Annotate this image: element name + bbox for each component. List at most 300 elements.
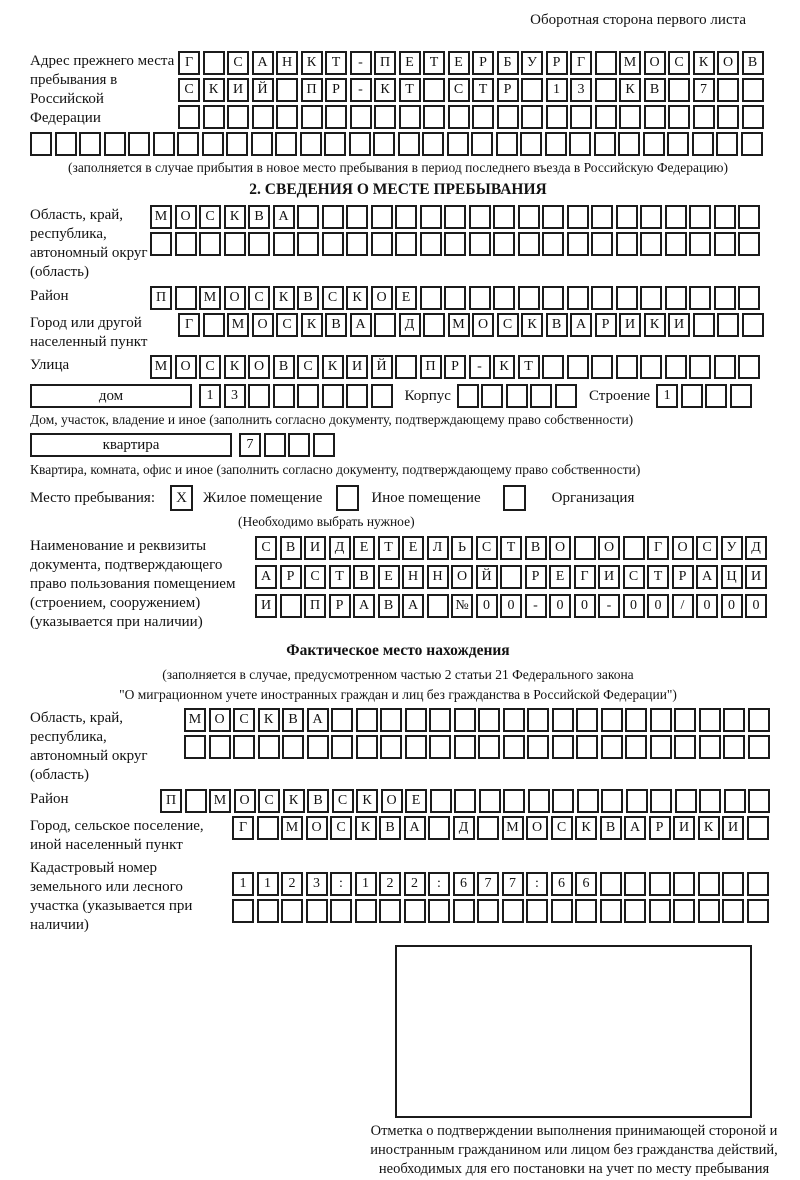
form-cell bbox=[420, 232, 442, 256]
form-cell: Р bbox=[497, 78, 519, 102]
option-other-premises-label: Иное помещение bbox=[371, 489, 481, 506]
form-cell bbox=[264, 433, 286, 457]
form-cell bbox=[374, 313, 396, 337]
prev-address-label: Адрес прежнего места пребывания в Российской Федерации bbox=[30, 53, 175, 126]
house-note: Дом, участок, владение и иное (заполнить согласно документу, подтверждающему право собственности) bbox=[30, 412, 634, 427]
cadastral-label: Кадастровый номер земельного или лесного участка (указывается при наличии) bbox=[30, 860, 193, 933]
form-cell bbox=[280, 594, 302, 618]
form-cell: К bbox=[258, 708, 280, 732]
form-cell bbox=[380, 708, 402, 732]
form-cell bbox=[714, 205, 736, 229]
form-cell bbox=[398, 132, 420, 156]
form-cell bbox=[650, 708, 672, 732]
form-cell: О bbox=[644, 51, 666, 75]
form-cell: С bbox=[227, 51, 249, 75]
form-cell: У bbox=[521, 51, 543, 75]
form-cell bbox=[405, 708, 427, 732]
form-cell bbox=[454, 789, 476, 813]
form-cell bbox=[184, 735, 206, 759]
form-cell: С bbox=[668, 51, 690, 75]
form-cell bbox=[527, 735, 549, 759]
form-cell: 1 bbox=[199, 384, 221, 408]
page-side-note: Оборотная сторона первого листа bbox=[530, 12, 746, 28]
form-cell bbox=[689, 355, 711, 379]
form-cell: В bbox=[546, 313, 568, 337]
form-cell bbox=[674, 735, 696, 759]
form-cell bbox=[454, 708, 476, 732]
form-cell bbox=[576, 708, 598, 732]
form-cell: 7 bbox=[502, 872, 524, 896]
form-cell bbox=[595, 51, 617, 75]
form-cell: О bbox=[209, 708, 231, 732]
form-cell: 2 bbox=[281, 872, 303, 896]
form-cell bbox=[301, 105, 323, 129]
form-cell: Р bbox=[525, 565, 547, 589]
form-cell: В bbox=[742, 51, 764, 75]
prev-address-row-3 bbox=[178, 105, 764, 129]
form-cell bbox=[681, 384, 703, 408]
form-cell: Ь bbox=[451, 536, 473, 560]
form-cell bbox=[577, 789, 599, 813]
form-cell bbox=[248, 232, 270, 256]
section2-title: 2. СВЕДЕНИЯ О МЕСТЕ ПРЕБЫВАНИЯ bbox=[249, 181, 547, 198]
checkbox-residential: X bbox=[170, 485, 193, 511]
form-cell: А bbox=[624, 816, 646, 840]
form-cell bbox=[741, 132, 763, 156]
form-cell bbox=[527, 708, 549, 732]
form-cell bbox=[748, 789, 770, 813]
form-cell bbox=[730, 384, 752, 408]
form-cell: С bbox=[258, 789, 280, 813]
form-cell: Т bbox=[329, 565, 351, 589]
form-cell bbox=[698, 899, 720, 923]
form-cell: / bbox=[672, 594, 694, 618]
form-cell bbox=[371, 205, 393, 229]
form-cell bbox=[714, 286, 736, 310]
form-cell bbox=[503, 735, 525, 759]
region-row-1 bbox=[150, 205, 760, 229]
form-cell: 0 bbox=[500, 594, 522, 618]
form-cell bbox=[747, 899, 769, 923]
form-cell bbox=[717, 313, 739, 337]
form-cell: А bbox=[404, 816, 426, 840]
form-cell: Г bbox=[647, 536, 669, 560]
house-row bbox=[30, 384, 766, 408]
form-cell: Т bbox=[378, 536, 400, 560]
form-cell: С bbox=[276, 313, 298, 337]
form-cell bbox=[346, 232, 368, 256]
form-cell: А bbox=[273, 205, 295, 229]
form-cell bbox=[673, 872, 695, 896]
form-cell bbox=[567, 205, 589, 229]
form-cell: Д bbox=[399, 313, 421, 337]
form-cell: И bbox=[346, 355, 368, 379]
apartment-cells bbox=[239, 433, 335, 457]
form-cell bbox=[282, 735, 304, 759]
form-cell: Й bbox=[476, 565, 498, 589]
form-cell: П bbox=[304, 594, 326, 618]
form-cell bbox=[325, 105, 347, 129]
form-cell bbox=[209, 735, 231, 759]
form-cell bbox=[395, 205, 417, 229]
form-cell: К bbox=[346, 286, 368, 310]
form-cell: О bbox=[234, 789, 256, 813]
form-cell: О bbox=[526, 816, 548, 840]
form-cell bbox=[481, 384, 503, 408]
korpus-cells bbox=[457, 384, 577, 408]
form-cell: С bbox=[696, 536, 718, 560]
form-cell bbox=[257, 816, 279, 840]
form-cell: 1 bbox=[355, 872, 377, 896]
form-cell bbox=[428, 899, 450, 923]
form-cell: М bbox=[150, 355, 172, 379]
form-cell: Н bbox=[427, 565, 449, 589]
form-cell bbox=[454, 735, 476, 759]
form-cell bbox=[616, 286, 638, 310]
form-cell bbox=[567, 232, 589, 256]
form-cell bbox=[175, 286, 197, 310]
form-cell bbox=[526, 899, 548, 923]
form-cell bbox=[423, 105, 445, 129]
form-cell bbox=[640, 286, 662, 310]
actual-location-note-2: "О миграционном учете иностранных граждан и лиц без гражданства в Российской Федерации") bbox=[119, 687, 677, 702]
form-cell: К bbox=[273, 286, 295, 310]
form-cell bbox=[520, 132, 542, 156]
form-cell: О bbox=[381, 789, 403, 813]
form-cell: Н bbox=[276, 51, 298, 75]
form-cell: О bbox=[717, 51, 739, 75]
form-cell: К bbox=[575, 816, 597, 840]
form-cell: С bbox=[248, 286, 270, 310]
form-cell: Т bbox=[500, 536, 522, 560]
form-cell bbox=[591, 286, 613, 310]
form-cell bbox=[738, 286, 760, 310]
stay-type-row bbox=[30, 485, 766, 511]
form-cell bbox=[542, 205, 564, 229]
form-cell: Д bbox=[745, 536, 767, 560]
form-cell: А bbox=[696, 565, 718, 589]
document-row-2 bbox=[255, 565, 767, 589]
form-cell: О bbox=[224, 286, 246, 310]
region-block bbox=[30, 205, 766, 282]
actual-city-label: Город, сельское поселение, иной населенный пункт bbox=[30, 818, 204, 853]
form-cell: А bbox=[252, 51, 274, 75]
form-cell bbox=[257, 899, 279, 923]
form-cell bbox=[30, 132, 52, 156]
form-cell bbox=[427, 594, 449, 618]
form-cell: У bbox=[721, 536, 743, 560]
form-cell bbox=[373, 132, 395, 156]
form-cell bbox=[530, 384, 552, 408]
form-cell bbox=[601, 735, 623, 759]
actual-city-block bbox=[30, 816, 766, 855]
form-cell: О bbox=[598, 536, 620, 560]
form-cell bbox=[356, 708, 378, 732]
form-cell bbox=[742, 78, 764, 102]
form-cell: И bbox=[304, 536, 326, 560]
form-cell bbox=[574, 536, 596, 560]
form-cell bbox=[175, 232, 197, 256]
form-cell bbox=[689, 286, 711, 310]
form-cell bbox=[79, 132, 101, 156]
form-cell bbox=[521, 78, 543, 102]
form-cell bbox=[404, 899, 426, 923]
form-cell: А bbox=[353, 594, 375, 618]
form-cell: С bbox=[233, 708, 255, 732]
region-row-2 bbox=[150, 232, 760, 256]
form-cell bbox=[601, 789, 623, 813]
house-number-cells bbox=[199, 384, 393, 408]
form-cell bbox=[297, 384, 319, 408]
form-cell bbox=[429, 735, 451, 759]
form-cell bbox=[203, 313, 225, 337]
form-cell bbox=[665, 286, 687, 310]
form-cell bbox=[227, 105, 249, 129]
actual-district-label: Район bbox=[30, 791, 69, 807]
form-cell bbox=[322, 232, 344, 256]
form-cell bbox=[528, 789, 550, 813]
form-cell bbox=[503, 789, 525, 813]
form-cell: М bbox=[448, 313, 470, 337]
form-cell: В bbox=[297, 286, 319, 310]
form-cell bbox=[748, 708, 770, 732]
form-cell: 1 bbox=[257, 872, 279, 896]
form-cell bbox=[601, 708, 623, 732]
prev-address-rows bbox=[178, 51, 764, 129]
form-cell bbox=[689, 232, 711, 256]
form-cell bbox=[542, 355, 564, 379]
form-cell bbox=[552, 789, 574, 813]
form-cell: В bbox=[600, 816, 622, 840]
form-cell bbox=[714, 355, 736, 379]
form-cell: О bbox=[472, 313, 494, 337]
form-cell: 3 bbox=[570, 78, 592, 102]
form-cell bbox=[251, 132, 273, 156]
form-cell bbox=[457, 384, 479, 408]
form-cell: С bbox=[199, 205, 221, 229]
district-block bbox=[30, 286, 766, 310]
form-cell bbox=[273, 232, 295, 256]
form-cell bbox=[178, 105, 200, 129]
cadastral-row-2 bbox=[232, 899, 769, 923]
form-cell bbox=[576, 735, 598, 759]
form-cell bbox=[281, 899, 303, 923]
form-cell: 1 bbox=[656, 384, 678, 408]
form-cell: К bbox=[224, 205, 246, 229]
form-cell bbox=[542, 232, 564, 256]
form-cell bbox=[232, 899, 254, 923]
form-cell bbox=[594, 132, 616, 156]
form-cell: С bbox=[199, 355, 221, 379]
stroenie-cells bbox=[656, 384, 752, 408]
form-cell: 6 bbox=[575, 872, 597, 896]
form-cell: Е bbox=[353, 536, 375, 560]
form-cell bbox=[738, 355, 760, 379]
form-cell: К bbox=[283, 789, 305, 813]
form-cell bbox=[258, 735, 280, 759]
form-cell bbox=[567, 286, 589, 310]
actual-region-label: Область, край, республика, автономный округ (область) bbox=[30, 710, 148, 783]
form-cell: К bbox=[493, 355, 515, 379]
form-cell: М bbox=[227, 313, 249, 337]
form-cell bbox=[625, 735, 647, 759]
form-cell: Г bbox=[178, 51, 200, 75]
form-cell: И bbox=[255, 594, 277, 618]
form-cell: П bbox=[374, 51, 396, 75]
form-cell: Е bbox=[399, 51, 421, 75]
form-cell bbox=[650, 789, 672, 813]
form-cell: К bbox=[355, 816, 377, 840]
form-cell bbox=[444, 232, 466, 256]
form-cell: И bbox=[668, 313, 690, 337]
form-cell: Р bbox=[595, 313, 617, 337]
form-cell bbox=[399, 105, 421, 129]
form-cell: С bbox=[623, 565, 645, 589]
form-cell bbox=[444, 205, 466, 229]
form-cell bbox=[55, 132, 77, 156]
form-cell: С bbox=[322, 286, 344, 310]
form-cell bbox=[738, 232, 760, 256]
form-cell: С bbox=[332, 789, 354, 813]
form-cell bbox=[616, 232, 638, 256]
form-cell bbox=[346, 384, 368, 408]
form-cell bbox=[472, 105, 494, 129]
form-cell: 7 bbox=[693, 78, 715, 102]
form-cell: Е bbox=[549, 565, 571, 589]
form-cell bbox=[649, 899, 671, 923]
form-cell: Г bbox=[570, 51, 592, 75]
form-cell bbox=[252, 105, 274, 129]
form-cell bbox=[349, 132, 371, 156]
form-cell bbox=[506, 384, 528, 408]
form-cell: 6 bbox=[453, 872, 475, 896]
prev-address-block bbox=[30, 51, 766, 129]
form-cell bbox=[640, 205, 662, 229]
form-cell bbox=[248, 384, 270, 408]
form-cell bbox=[552, 735, 574, 759]
form-cell: Е bbox=[448, 51, 470, 75]
korpus-label: Корпус bbox=[404, 387, 451, 404]
form-cell: К bbox=[619, 78, 641, 102]
form-cell bbox=[546, 105, 568, 129]
form-cell: О bbox=[252, 313, 274, 337]
form-cell: Т bbox=[518, 355, 540, 379]
form-cell: М bbox=[209, 789, 231, 813]
form-cell bbox=[422, 132, 444, 156]
form-cell bbox=[493, 232, 515, 256]
form-cell bbox=[747, 872, 769, 896]
form-cell: С bbox=[551, 816, 573, 840]
form-cell bbox=[471, 132, 493, 156]
form-cell: И bbox=[227, 78, 249, 102]
form-cell: 1 bbox=[546, 78, 568, 102]
form-cell: Ц bbox=[721, 565, 743, 589]
form-cell: 0 bbox=[549, 594, 571, 618]
form-cell bbox=[665, 232, 687, 256]
form-cell bbox=[203, 105, 225, 129]
form-cell: Р bbox=[546, 51, 568, 75]
actual-district-block bbox=[30, 789, 766, 813]
cadastral-block bbox=[30, 858, 766, 935]
form-cell: : bbox=[330, 872, 352, 896]
form-cell bbox=[300, 132, 322, 156]
form-cell bbox=[306, 899, 328, 923]
form-cell: : bbox=[428, 872, 450, 896]
form-cell: - bbox=[469, 355, 491, 379]
prev-address-row-4 bbox=[30, 132, 766, 156]
document-row-3 bbox=[255, 594, 767, 618]
form-cell bbox=[153, 132, 175, 156]
form-cell: 7 bbox=[477, 872, 499, 896]
form-cell: К bbox=[693, 51, 715, 75]
form-cell bbox=[444, 286, 466, 310]
form-cell bbox=[723, 708, 745, 732]
form-cell bbox=[623, 536, 645, 560]
city-row bbox=[178, 313, 764, 337]
form-cell bbox=[742, 105, 764, 129]
form-cell bbox=[545, 132, 567, 156]
form-cell: В bbox=[378, 594, 400, 618]
form-cell: В bbox=[273, 355, 295, 379]
form-cell: 0 bbox=[647, 594, 669, 618]
form-cell bbox=[447, 132, 469, 156]
form-cell: Р bbox=[672, 565, 694, 589]
form-cell bbox=[493, 205, 515, 229]
form-cell bbox=[675, 789, 697, 813]
form-cell bbox=[575, 899, 597, 923]
form-cell bbox=[233, 735, 255, 759]
actual-city-row bbox=[232, 816, 769, 840]
form-cell bbox=[600, 899, 622, 923]
form-cell: 0 bbox=[721, 594, 743, 618]
form-cell: С bbox=[255, 536, 277, 560]
form-cell bbox=[224, 232, 246, 256]
form-cell bbox=[330, 899, 352, 923]
form-cell: И bbox=[619, 313, 641, 337]
form-cell: № bbox=[451, 594, 473, 618]
form-cell: К bbox=[521, 313, 543, 337]
form-cell: О bbox=[549, 536, 571, 560]
form-cell bbox=[665, 355, 687, 379]
form-cell: Д bbox=[453, 816, 475, 840]
form-cell bbox=[693, 313, 715, 337]
form-cell bbox=[643, 132, 665, 156]
form-cell: С bbox=[476, 536, 498, 560]
form-cell bbox=[567, 355, 589, 379]
form-cell bbox=[595, 105, 617, 129]
form-cell: О bbox=[672, 536, 694, 560]
option-organization-label: Организация bbox=[551, 489, 635, 506]
form-cell: И bbox=[722, 816, 744, 840]
form-cell: Й bbox=[252, 78, 274, 102]
form-cell bbox=[714, 232, 736, 256]
form-cell: 2 bbox=[404, 872, 426, 896]
actual-region-row-2 bbox=[184, 735, 770, 759]
apartment-name-box: квартира bbox=[30, 433, 232, 457]
form-cell: В bbox=[525, 536, 547, 560]
form-cell bbox=[380, 735, 402, 759]
form-cell: Е bbox=[378, 565, 400, 589]
actual-region-row-1 bbox=[184, 708, 770, 732]
form-cell bbox=[420, 205, 442, 229]
form-cell bbox=[202, 132, 224, 156]
form-cell bbox=[668, 78, 690, 102]
form-cell: О bbox=[175, 205, 197, 229]
form-cell: О bbox=[451, 565, 473, 589]
form-cell bbox=[748, 735, 770, 759]
form-cell: В bbox=[353, 565, 375, 589]
form-cell: 6 bbox=[551, 872, 573, 896]
